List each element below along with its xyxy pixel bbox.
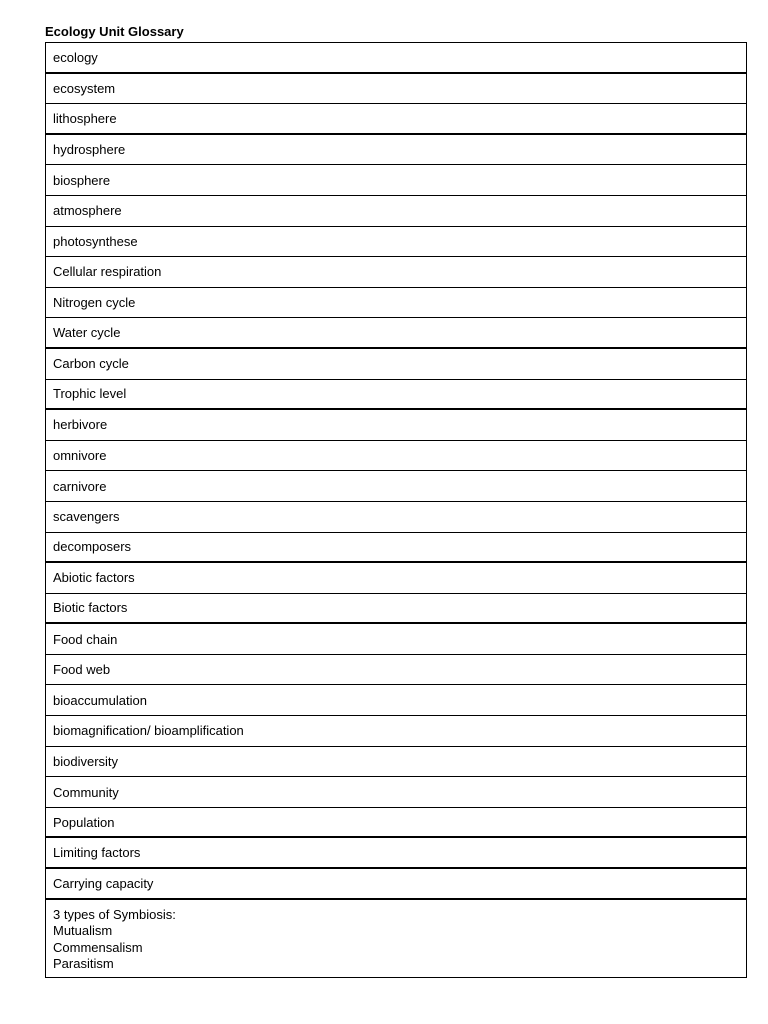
table-row: Carrying capacity (46, 869, 746, 900)
symbiosis-item-commensalism: Commensalism (53, 939, 143, 955)
table-row: biomagnification/ bioamplification (46, 716, 746, 747)
table-row: lithosphere (46, 104, 746, 135)
table-row: omnivore (46, 441, 746, 472)
symbiosis-item-mutualism: Mutualism (53, 923, 113, 939)
table-row: decomposers (46, 533, 746, 564)
table-row: Population (46, 808, 746, 839)
table-row: Limiting factors (46, 838, 746, 869)
symbiosis-heading: 3 types of Symbiosis: (53, 906, 176, 922)
table-row: bioaccumulation (46, 685, 746, 716)
table-row: Community (46, 777, 746, 808)
table-row: Cellular respiration (46, 257, 746, 288)
table-row: herbivore (46, 410, 746, 441)
table-row: biosphere (46, 165, 746, 196)
table-row: Abiotic factors (46, 563, 746, 594)
page-title: Ecology Unit Glossary (45, 24, 184, 39)
table-row: Nitrogen cycle (46, 288, 746, 319)
table-row: scavengers (46, 502, 746, 533)
table-row: carnivore (46, 471, 746, 502)
table-row: ecosystem (46, 74, 746, 105)
table-row: photosynthese (46, 227, 746, 258)
table-row: ecology (46, 43, 746, 74)
table-row: Biotic factors (46, 594, 746, 625)
table-row: hydrosphere (46, 135, 746, 166)
table-row: biodiversity (46, 747, 746, 778)
table-row: Trophic level (46, 380, 746, 411)
table-row: atmosphere (46, 196, 746, 227)
symbiosis-item-parasitism: Parasitism (53, 956, 114, 972)
table-row: Food web (46, 655, 746, 686)
table-row: Food chain (46, 624, 746, 655)
table-row: Carbon cycle (46, 349, 746, 380)
glossary-table (45, 42, 747, 978)
symbiosis-cell (46, 900, 746, 977)
table-row: Water cycle (46, 318, 746, 349)
